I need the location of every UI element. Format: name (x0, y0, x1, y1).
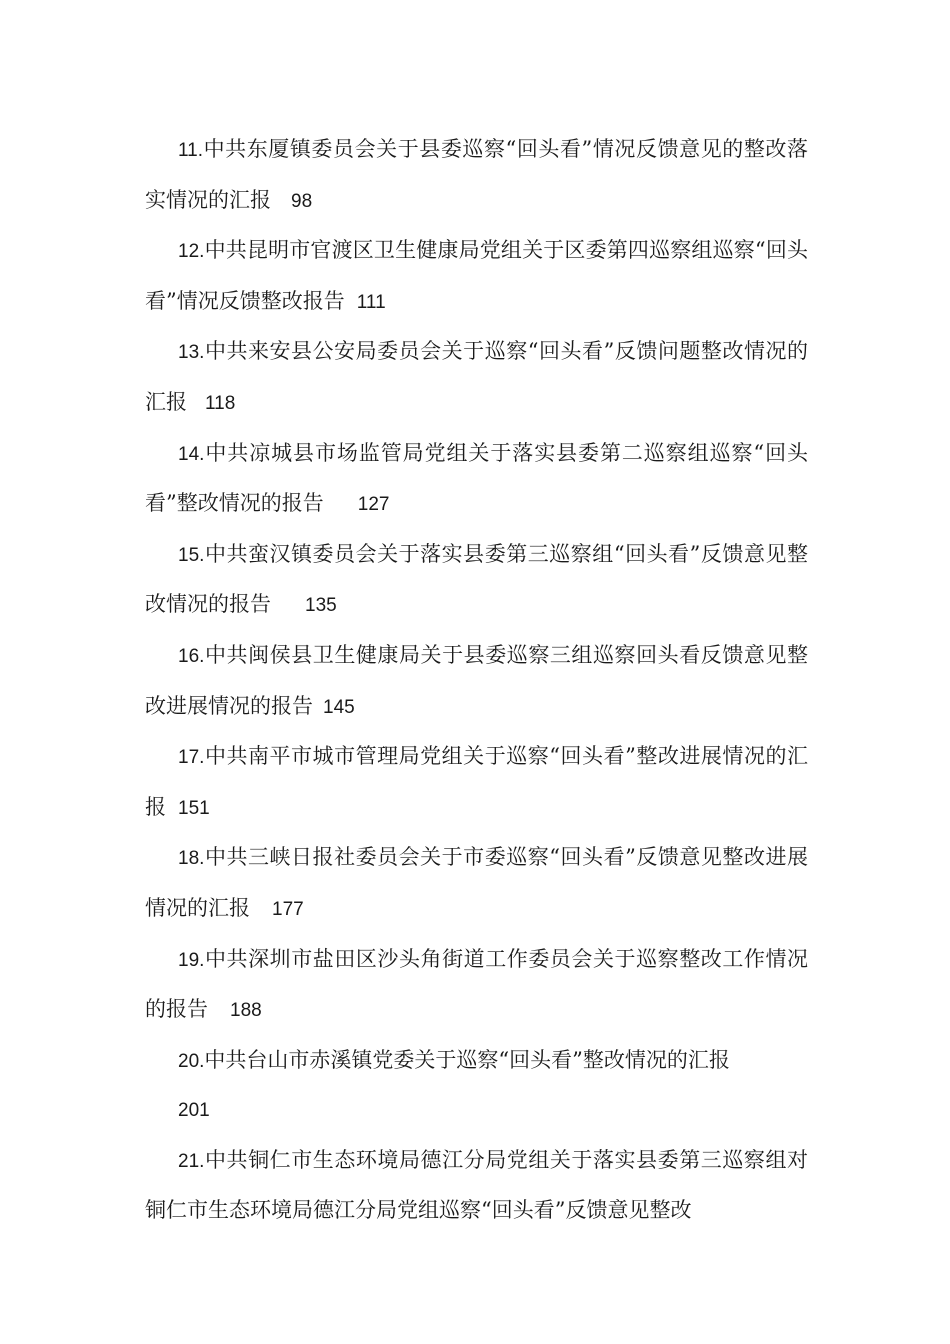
toc-entry-13[interactable] (145, 327, 808, 428)
toc-entry-title: 中共蛮汉镇委员会关于落实县委第三巡察组“回头看”反馈意见整改情况的报告 (145, 541, 808, 617)
toc-entry-title: 中共铜仁市生态环境局德江分局党组关于落实县委第三巡察组对铜仁市生态环境局德江分局党组巡察“回头看”反馈意见整改 (145, 1147, 808, 1223)
toc-entry-number: 18. (178, 848, 205, 870)
toc-entry-title: 中共深圳市盐田区沙头角街道工作委员会关于巡察整改工作情况的报告 (145, 946, 808, 1022)
toc-entry-number: 11. (178, 140, 204, 161)
toc-entry-page: 145 (323, 696, 355, 718)
toc-entry-17[interactable] (145, 732, 808, 833)
toc-entry-title: 中共东厦镇委员会关于县委巡察“回头看”情况反馈意见的整改落实情况的汇报 (145, 137, 808, 212)
toc-entry-title: 中共凉城县市场监管局党组关于落实县委第二巡察组巡察“回头看”整改情况的报告 (145, 440, 808, 516)
toc-entry-19[interactable] (145, 935, 808, 1036)
toc-entry-page: 111 (356, 291, 386, 313)
toc-entry-number: 17. (178, 747, 205, 769)
toc-entry-number: 15. (178, 544, 205, 566)
toc-entry-title: 中共南平市城市管理局党组关于巡察“回头看”整改进展情况的汇报 (145, 744, 808, 819)
toc-entry-page: 135 (305, 595, 337, 617)
toc-entry-title: 中共三峡日报社委员会关于市委巡察“回头看”反馈意见整改进展情况的汇报 (145, 845, 808, 920)
toc-entry-21[interactable] (145, 1136, 808, 1237)
toc-entry-number: 14. (178, 443, 205, 465)
toc-entry-18[interactable] (145, 833, 808, 934)
toc-entry-20[interactable] (145, 1036, 808, 1136)
toc-entry-page: 188 (230, 1000, 262, 1022)
toc-entry-12[interactable] (145, 226, 808, 327)
toc-entry-11[interactable] (145, 125, 808, 226)
toc-entry-number: 12. (178, 241, 205, 263)
toc-entry-16[interactable] (145, 631, 808, 732)
toc-entry-title: 中共闽侯县卫生健康局关于县委巡察三组巡察回头看反馈意见整改进展情况的报告 (145, 642, 808, 718)
toc-entry-page: 98 (291, 190, 313, 212)
toc-entry-title: 中共昆明市官渡区卫生健康局党组关于区委第四巡察组巡察“回头看”情况反馈整改报告 (145, 238, 808, 313)
toc-entry-number: 19. (178, 949, 205, 971)
toc-entry-14[interactable] (145, 429, 808, 530)
toc-entry-title: 中共台山市赤溪镇党委关于巡察“回头看”整改情况的汇报 (204, 1047, 730, 1072)
toc-entry-page: 127 (357, 494, 390, 516)
toc-entry-number: 16. (178, 645, 205, 667)
toc-entry-title: 中共来安县公安局委员会关于巡察“回头看”反馈问题整改情况的汇报 (145, 339, 808, 414)
toc-entry-page: 177 (272, 898, 304, 920)
toc-entry-page: 118 (205, 392, 236, 414)
toc-entry-page: 201 (178, 1100, 210, 1122)
toc-entry-number: 20. (178, 1050, 205, 1072)
toc-entry-number: 13. (178, 342, 205, 364)
toc-entry-number: 21. (178, 1150, 205, 1172)
toc-entry-15[interactable] (145, 530, 808, 631)
table-of-contents (145, 125, 808, 1237)
toc-entry-page: 151 (178, 797, 210, 819)
